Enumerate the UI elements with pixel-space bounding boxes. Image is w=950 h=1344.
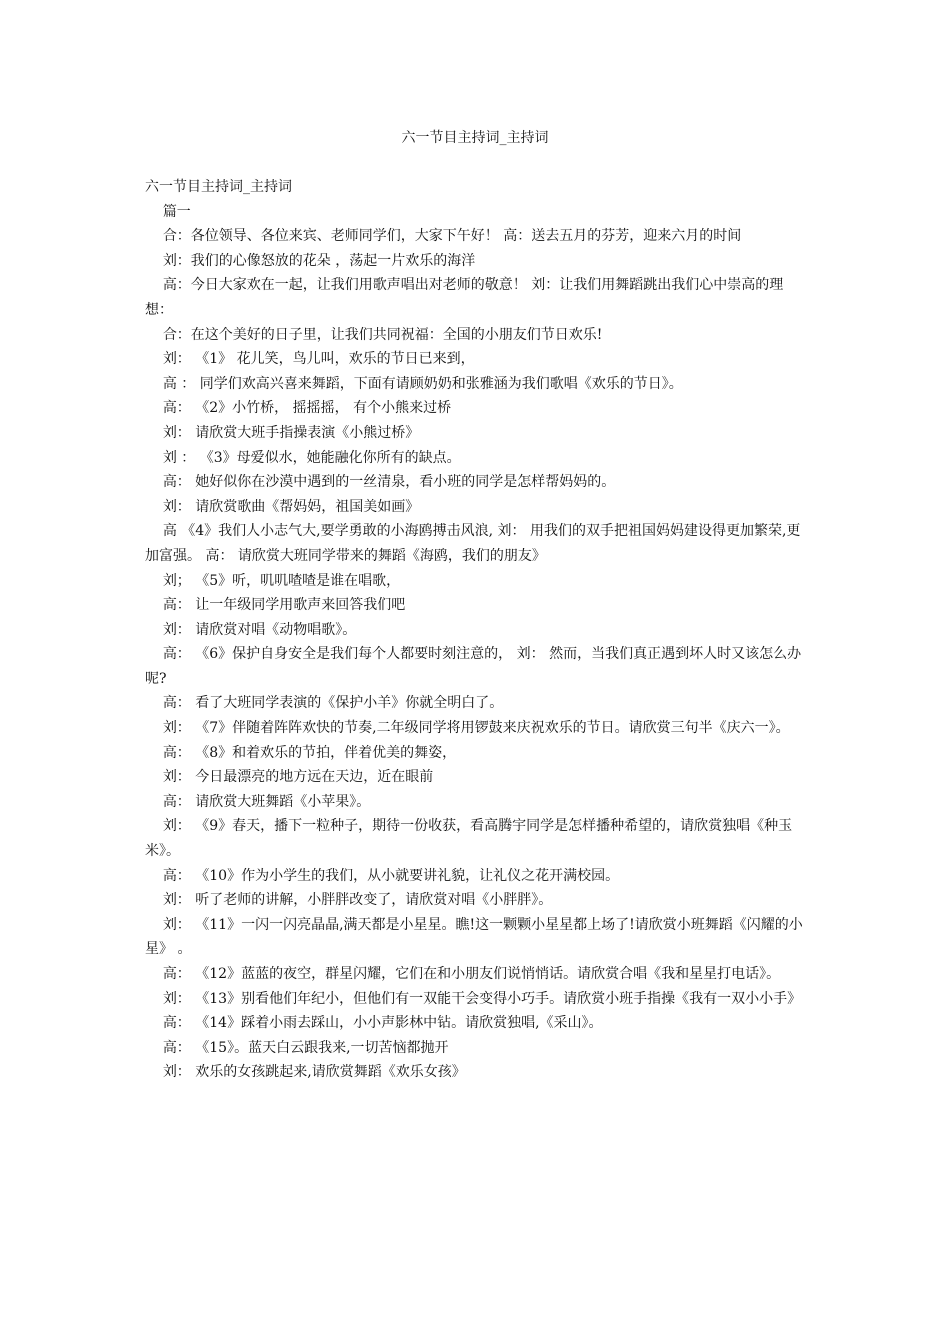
doc-heading: 六一节目主持词_主持词	[145, 179, 292, 195]
script-line: 刘： 《13》别看他们年纪小，但他们有一双能干会变得小巧手。请欣赏小班手指操《我有一双小小手》	[162, 990, 802, 1007]
page-title: 六一节目主持词_主持词	[401, 130, 549, 146]
script-line: 刘：我们的心像怒放的花朵 ，荡起一片欢乐的海洋	[162, 252, 476, 269]
script-line: 高： 《12》蓝蓝的夜空，群星闪耀，它们在和小朋友们说悄悄话。请欣赏合唱《我和星星打电话》。	[162, 966, 781, 982]
script-line: 高：今日大家欢在一起，让我们用歌声唱出对老师的敬意！ 刘：让我们用舞蹈跳出我们心中崇高的理想：	[145, 277, 784, 318]
script-line: 高 ： 同学们欢高兴喜来舞蹈，下面有请顾奶奶和张雅涵为我们歌唱《欢乐的节日》。	[162, 375, 683, 392]
script-line: 刘： 欢乐的女孩跳起来,请欣赏舞蹈《欢乐女孩》	[162, 1064, 466, 1081]
script-line: 刘： 《1》 花儿笑，鸟儿叫，欢乐的节日已来到，	[162, 351, 475, 368]
script-line: 高 《4》我们人小志气大,要学勇敢的小海鸥搏击风浪, 刘： 用我们的双手把祖国妈妈建设得更加繁荣,更加富强。 高： 请欣赏大班同学带来的舞蹈《海鸥，我们的朋友》	[145, 523, 801, 564]
script-line: 刘： 听了老师的讲解，小胖胖改变了，请欣赏对唱《小胖胖》。	[162, 892, 553, 909]
script-line: 高： 《14》踩着小雨去踩山，小小声影林中钻。请欣赏独唱,《采山》。	[162, 1015, 603, 1032]
script-line: 刘 ： 《3》母爱似水，她能融化你所有的缺点。	[162, 449, 461, 466]
script-line: 高： 她好似你在沙漠中遇到的一丝清泉，看小班的同学是怎样帮妈妈的。	[162, 474, 616, 491]
script-line: 合：在这个美好的日子里，让我们共同祝福：全国的小朋友们节日欢乐!	[162, 326, 603, 343]
script-line: 高： 《15》。蓝天白云跟我来,一切苦恼都抛开	[162, 1039, 449, 1056]
script-line: 高： 《2》小竹桥， 摇摇摇， 有个小熊来过桥	[162, 400, 452, 417]
section-label: 篇一	[162, 203, 191, 220]
script-line: 刘： 请欣赏大班手指操表演《小熊过桥》	[162, 424, 420, 441]
script-line: 刘： 《11》一闪一闪亮晶晶,满天都是小星星。瞧!这一颗颗小星星都上场了!请欣赏小班舞蹈《闪耀的小星》 。	[145, 916, 803, 958]
script-line: 刘； 《5》听，叽叽喳喳是谁在唱歌，	[162, 572, 401, 589]
script-line: 高： 《6》保护自身安全是我们每个人都要时刻注意的， 刘： 然而，当我们真正遇到坏人时又该怎么办呢?	[145, 646, 802, 687]
script-line: 刘： 请欣赏歌曲《帮妈妈，祖国美如画》	[162, 498, 420, 515]
script-line: 合：各位领导、各位来宾、老师同学们，大家下午好！ 高：送去五月的芬芳，迎来六月的时间	[162, 228, 742, 245]
script-line: 刘： 《7》伴随着阵阵欢快的节奏,二年级同学将用锣鼓来庆祝欢乐的节日。请欣赏三句半《庆六一》。	[162, 720, 790, 737]
script-line: 高： 《10》作为小学生的我们，从小就要讲礼貌，让礼仪之花开满校园。	[162, 867, 620, 884]
script-line: 刘： 《9》春天，播下一粒种子，期待一份收获，看高腾宇同学是怎样播种希望的，请欣赏独唱《种玉米》。	[145, 818, 793, 860]
document-body	[145, 175, 807, 1085]
script-line: 高： 请欣赏大班舞蹈《小苹果》。	[162, 793, 371, 810]
script-line: 高： 《8》和着欢乐的节拍，伴着优美的舞姿，	[162, 744, 457, 761]
script-line: 刘： 请欣赏对唱《动物唱歌》。	[162, 621, 357, 638]
script-line: 高： 让一年级同学用歌声来回答我们吧	[162, 597, 406, 614]
script-line: 高： 看了大班同学表演的《保护小羊》你就全明白了。	[162, 695, 504, 712]
script-line: 刘： 今日最漂亮的地方远在天边，近在眼前	[162, 769, 434, 786]
